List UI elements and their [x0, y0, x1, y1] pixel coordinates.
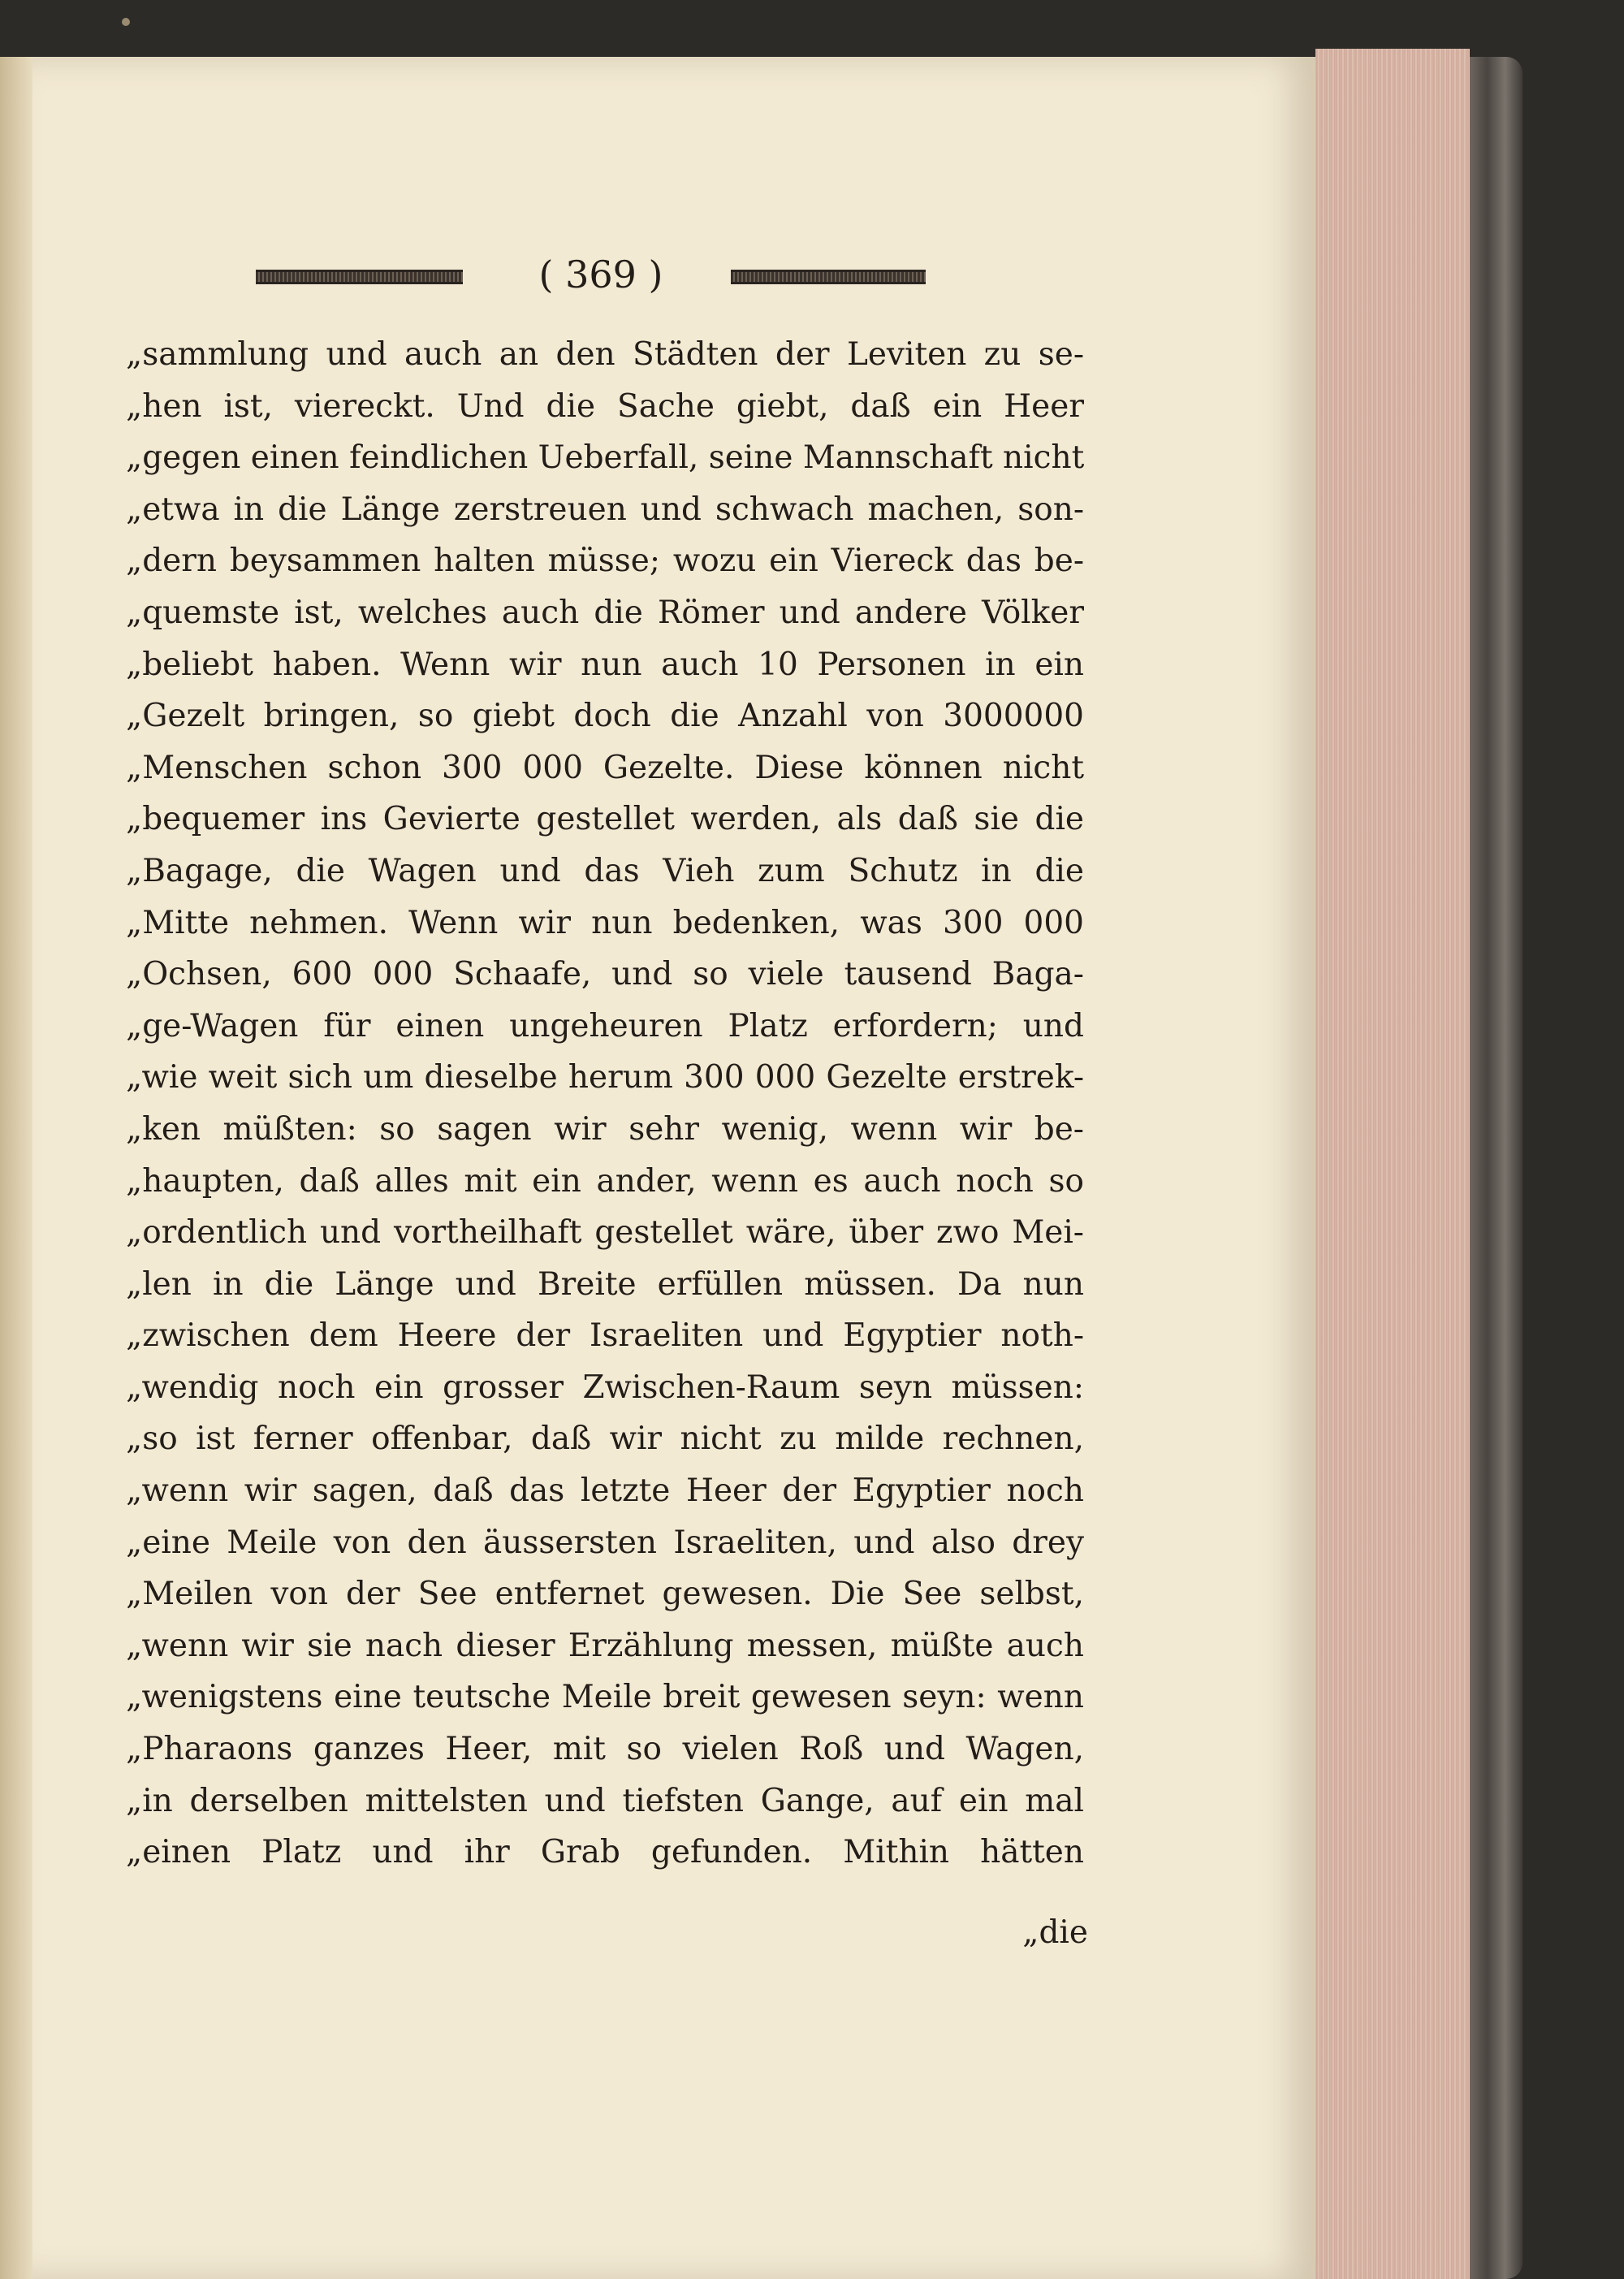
text-line: „in derselben mittelsten und tiefsten Gange, auf ein mal — [126, 1782, 1084, 1819]
text-line: „Gezelt bringen, so giebt doch die Anzahl von 3000000 — [126, 698, 1084, 735]
text-line: „eine Meile von den äussersten Israeliten, und also drey — [126, 1524, 1084, 1561]
text-line: „wenn wir sagen, daß das letzte Heer der Egyptier noch — [126, 1472, 1084, 1510]
speck — [122, 18, 130, 26]
text-line: „quemste ist, welches auch die Römer und andere Völker — [126, 594, 1084, 631]
left-page-edge — [0, 57, 32, 2279]
text-line: „ken müßten: so sagen wir sehr wenig, wenn wir be- — [126, 1110, 1084, 1148]
text-line: „Mitte nehmen. Wenn wir nun bedenken, was 300 000 — [126, 904, 1084, 941]
text-line: „gegen einen feindlichen Ueberfall, seine Mannschaft nicht — [126, 439, 1084, 477]
text-line: „hen ist, viereckt. Und die Sache giebt, daß ein Heer — [126, 387, 1084, 425]
header-rule-right — [731, 270, 926, 284]
text-line: „wenigstens eine teutsche Meile breit gewesen seyn: wenn — [126, 1679, 1084, 1716]
text-line: „len in die Länge und Breite erfüllen müssen. Da nun — [126, 1265, 1084, 1303]
text-line: „sammlung und auch an den Städten der Leviten zu se- — [126, 336, 1084, 373]
text-line: „Pharaons ganzes Heer, mit so vielen Roß und Wagen, — [126, 1731, 1084, 1768]
text-line: „ge-Wagen für einen ungeheuren Platz erfordern; und — [126, 1007, 1084, 1044]
text-line: „wie weit sich um dieselbe herum 300 000 Gezelte erstrek- — [126, 1059, 1084, 1096]
text-line: „wendig noch ein grosser Zwischen-Raum seyn müssen: — [126, 1369, 1084, 1406]
text-line: „bequemer ins Gevierte gestellet werden, als daß sie die — [126, 801, 1084, 838]
text-line: „Meilen von der See entfernet gewesen. Die See selbst, — [126, 1576, 1084, 1613]
text-line: „zwischen dem Heere der Israeliten und Egyptier noth- — [126, 1317, 1084, 1355]
page-header — [252, 250, 926, 299]
text-line: „Menschen schon 300 000 Gezelte. Diese können nicht — [126, 749, 1084, 786]
text-line: „wenn wir sie nach dieser Erzählung messen, müßte auch — [126, 1627, 1084, 1664]
text-line: „einen Platz und ihr Grab gefunden. Mithin hätten — [126, 1834, 1084, 1871]
body-text — [126, 329, 1084, 1879]
text-line: „beliebt haben. Wenn wir nun auch 10 Personen in ein — [126, 646, 1084, 683]
book-cover-edge — [1470, 57, 1522, 2279]
page-fore-edge — [1315, 49, 1470, 2279]
header-rule-left — [256, 270, 463, 284]
page-number: ( 369 ) — [538, 253, 663, 296]
text-line: „etwa in die Länge zerstreuen und schwach machen, son- — [126, 491, 1084, 528]
text-line: „Ochsen, 600 000 Schaafe, und so viele tausend Baga- — [126, 956, 1084, 993]
text-line: „so ist ferner offenbar, daß wir nicht zu milde rechnen, — [126, 1421, 1084, 1458]
text-line: „haupten, daß alles mit ein ander, wenn es auch noch so — [126, 1162, 1084, 1200]
text-line: „ordentlich und vortheilhaft gestellet wäre, über zwo Mei- — [126, 1214, 1084, 1252]
text-line: „dern beysammen halten müsse; wozu ein Viereck das be- — [126, 543, 1084, 580]
catchword: „die — [1022, 1914, 1088, 1951]
text-line: „Bagage, die Wagen und das Vieh zum Schutz in die — [126, 852, 1084, 889]
